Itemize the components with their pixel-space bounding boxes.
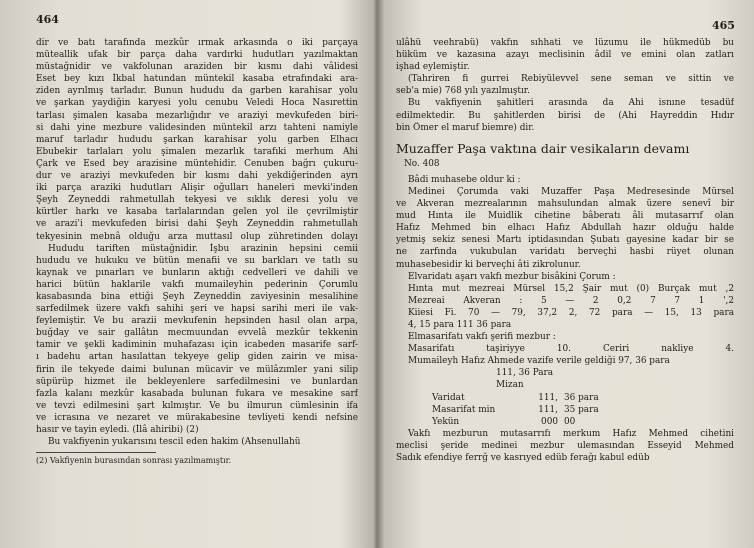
varidat-title: Elvaridatı aşarı vakfı mezbur bisâkini Çorum : xyxy=(408,271,616,282)
right-page xyxy=(380,0,754,548)
text-line: Sadık efendiye ferrğ ve kasrıyed edüb ferağı kabul edüb xyxy=(396,453,650,463)
text-line: mud Hınta ile Muidlik cihetine bâberatı âli mutasarrıf olan xyxy=(396,211,734,222)
text-line: 4, 15 para 111 36 para xyxy=(408,319,512,330)
text-line: maruf tarladır hududu şarkan karahisar yolu garben Elhacı xyxy=(36,134,358,145)
text-line: ı badehu artan hasılattan tekyeye gelip giden zairin ve misa- xyxy=(36,352,358,363)
mizan-unit: 36 para xyxy=(564,392,599,403)
mizan-unit: 00 xyxy=(564,416,576,427)
page-number: 464 xyxy=(36,13,59,26)
text-line: tekyesinin mebnâ olduğu arza muttasıl olup zühretinden dolayı xyxy=(36,231,358,242)
text-line: tamir ve şekli kadiminin muhafazası için icabeden masarife sarf- xyxy=(36,340,358,351)
text-line: Bu vakfiyenin şahitleri arasında da Ahi isnıne tesadüf xyxy=(408,98,734,109)
text-line: fazla kalanı mezkûr kasabada bulunan fukara ve mesakine sarf xyxy=(36,388,358,399)
document-number: No. 408 xyxy=(404,158,440,169)
mizan-row xyxy=(396,416,734,428)
text-line: yetmiş sekiz senesi Martı iptidasından Şubatı gayesine kadar bir se xyxy=(396,235,734,246)
mizan-title: Mizan xyxy=(496,380,524,391)
page-number: 465 xyxy=(712,19,735,32)
text-line: dur ve araziyi mevkufeden bir kısmı dahi yekdiğerinden ayrı xyxy=(36,171,358,182)
text-line: Eset bey kızı İkbal hatundan müntekil kasaba etrafındaki ara- xyxy=(36,74,358,85)
intro-line: Bâdi muhasebe oldur ki : xyxy=(408,174,521,185)
text-line: müteallik ufak bir parça daha vardırki hudutları yazılmaktan xyxy=(36,50,358,61)
mizan-value: 111, xyxy=(538,404,558,415)
text-line: Kiiesi Fi. 70 — 79, 37,2 2, 72 para — 15, 13 para xyxy=(408,307,734,318)
mizan-label: Varidat xyxy=(432,392,465,403)
text-line: si dahi yine mezbure validesinden müntekil arzı tahteni namiyle xyxy=(36,122,358,133)
text-line: ne zarfında vukubulan varidatı berveçhi hasbi rüyet olunan xyxy=(396,247,734,258)
text-line: ve icrasına ve nezaret ve mürakabesine tevliyeti kendi nefsine xyxy=(36,412,358,423)
text-line: Mezreai Akveran : 5 — 2 0,2 7 7 1 ',2 xyxy=(408,295,734,306)
text-line: ve tevzi edilmesini şart kılmıştır. Ve bu ilmurun cümlesinin ifa xyxy=(36,400,358,411)
mizan-row xyxy=(396,392,734,404)
section-heading: Muzaffer Paşa vaktına dair vesikaların devamı xyxy=(396,140,690,156)
text-line: işhad eylemiştir. xyxy=(396,62,470,73)
text-line: müstağnidir ve vakfolunan araziden bir kısmı dahi vâlidesi xyxy=(36,62,358,73)
text-line: hüküm ve kazasına azayı meclisinin âdil ve emini olan zatları xyxy=(396,50,734,61)
text-line: Medinei Çorumda vaki Muzaffer Paşa Medresesinde Mürsel xyxy=(408,186,734,197)
text-line: hasır ve tayin eyledi. (İlâ ahiribi) (2) xyxy=(36,425,199,435)
mizan-value: 000 xyxy=(541,416,558,427)
text-line: Çark ve Esed bey arazisine müntehidir. Cenuben bağrı çukuru- xyxy=(36,158,358,169)
text-line: buğday ve sair gallâtın mecmuundan evvelâ mezkûr tekkenin xyxy=(36,328,358,339)
text-line: ve arazi'i mevkufeden birisi dahi Şeyh Zeyneddin rahmetullah xyxy=(36,219,358,230)
left-page-text xyxy=(36,37,358,467)
footnote: (2) Vakfiyenin burasından sonrası yazılmamıştır. xyxy=(36,456,232,466)
text-line: seb'a mie) 768 yılı yazılmıştır. xyxy=(396,86,530,97)
text-line: kaynak ve pınarları ve bunların aktığı cedvelleri ve dahili ve xyxy=(36,267,358,278)
text-line: meclisi şeride medinei mezbur ulemasından Esseyid Mehmed xyxy=(396,440,734,451)
text-line: harici bütün haklarile vakfı mumaileyhin pederinin Çorumlu xyxy=(36,279,358,290)
text-line: Mumaileyh Hafız Ahmede vazife verile geldiği 97, 36 para xyxy=(408,356,670,367)
mizan-label: Masarifat min xyxy=(432,404,496,415)
text-line: Bu vakfiyenin yukarısını tescil eden hakim (Ahsenullahü xyxy=(48,437,301,448)
mizan-row xyxy=(396,404,734,416)
text-line: Ebubekir tarlaları yolu şimalen mezarlık tarafıki merhum Ahi xyxy=(36,146,358,157)
text-line: hududu ve hukuku ve bütün menafii ve sıı barkları ve tatlı su xyxy=(36,255,358,266)
text-line: Şeyh Zeyneddi rahmetullah tekyesi ve sıklık deresi yolu ve xyxy=(36,195,358,206)
text-line: firin ile tekyede daimi bulunan mücavir ve mülâzımler yani silip xyxy=(36,364,358,375)
text-line: muhasebesidir ki berveçhi âti zikrolunur. xyxy=(396,259,581,270)
text-line: Hafız Mehmed bin elhacı Hafız Abdullah hazır olduğu halde xyxy=(396,223,734,234)
text-line: edilmektedir. Bu şahitlerden birisi de (Ahi Hayreddin Hıdır xyxy=(396,110,734,121)
text-line: Vakfı mezburun mutasarrıfı merkum Hafız Mehmed cihetini xyxy=(408,428,734,439)
text-line: Hınta mut mezreai Mürsel 15,2 Şair mut (0) Burçak mut ,2 xyxy=(408,283,734,294)
text-line: (Tahriren fi gurrei Rebiyülevvel sene seman ve sittin ve xyxy=(408,74,734,85)
text-line: Hududu tariften müstağnidir. İşbu arazinin hepsini cemii xyxy=(48,243,358,254)
left-page xyxy=(0,0,372,548)
text-line: iki parça araziki hudutları Alişir oğulları haneleri mevki'inden xyxy=(36,183,358,194)
masarif-title: Elmasarifatı vakfı şerifi mezbur : xyxy=(408,332,556,343)
mizan-unit: 35 para xyxy=(564,404,599,415)
text-line: sarfedilmek üzere vakfı sahihi şeri ve hapsi sarihi meri ile vak- xyxy=(36,304,358,315)
masarif-sum: 111, 36 Para xyxy=(496,368,554,379)
text-line: ulâhü veehrabü) vakfın sıhhati ve lüzumu ile hükmedüb bu xyxy=(396,38,734,48)
text-line: ve şarkan yaydiğin karyesi yolu cenubu Veledi Hoca Nasırettin xyxy=(36,98,358,109)
text-line: feylemiştir. Ve bu arazii mevkufenin hepsinden hasıl olan arpa, xyxy=(36,316,358,327)
text-line: ve Akveran mezrealarının mahsulundan almak üzere senevî bir xyxy=(396,199,734,210)
footnote-divider xyxy=(36,452,156,453)
text-line: süpürüp hizmet ile bekleyenlere sarfedilmesini ve bunlardan xyxy=(36,376,358,387)
text-line: kasabasında bina ettiği Şeyh Zeyneddin zaviyesinin mesalihine xyxy=(36,291,358,302)
text-line: dir ve batı tarafında mezkûr ırmak arkasında o iki parçaya xyxy=(36,38,358,48)
text-line: Masarifatı taşiriyye 10. Ceriri nakliye 4. xyxy=(408,344,734,355)
right-page-text xyxy=(396,37,734,464)
text-line: kürtler harkı ve kasaba tarlalarından gelen yol ile çevrilmiştir xyxy=(36,207,358,218)
text-line: ziden ayrılmış tarladır. Bunun hududu da garben karahisar yolu xyxy=(36,86,358,97)
text-line: bin Ömer el maruf biemre) dir. xyxy=(396,122,535,133)
mizan-value: 111, xyxy=(538,392,558,403)
text-line: tarlası şimalen kasaba mezarlığıdır ve araziyi mevkufeden biri- xyxy=(36,110,358,121)
mizan-label: Yekün xyxy=(432,416,460,427)
